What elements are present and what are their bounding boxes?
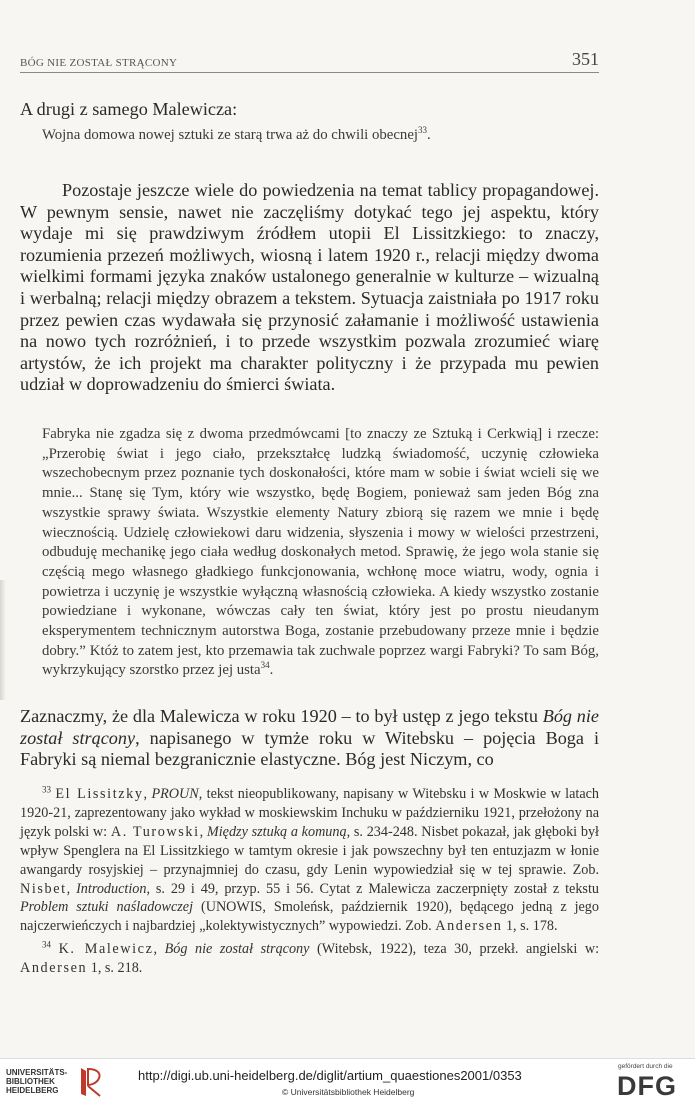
dfg-small-text: gefördert durch die	[618, 1063, 673, 1070]
ub-heidelberg-logo[interactable]	[6, 1066, 126, 1098]
footnote34-text-1: (Witebsk, 1922), teza 30, przekł. angielski w:	[309, 941, 600, 957]
footnote33-text-3: , s. 29 i 49, przyp. 55 i 56. Cytat z Malewicza zaczerpnięty został z tekstu	[146, 880, 599, 897]
document-url-link[interactable]: http://digi.ub.uni-heidelberg.de/diglit/artium_quaestiones2001/0353	[138, 1068, 522, 1083]
paragraph2-after: , napisanego w tymże roku w Witebsku – pojęcia Boga i Fabryki są niemal bezgranicznie elastyczne. Bóg jest Niczym, co	[20, 727, 599, 770]
running-header	[20, 50, 599, 73]
paragraph-2	[20, 706, 599, 771]
footnote33-author4: Andersen	[435, 918, 503, 935]
library-line-1: UNIVERSITÄTS-	[6, 1068, 68, 1077]
footnote33-text-5: 1, s. 178.	[502, 918, 558, 935]
footnote33-title: PROUN	[151, 786, 199, 802]
dfg-logo[interactable]	[615, 1063, 691, 1101]
footnote33-title2: Między sztuką a komuną	[206, 823, 347, 840]
footnote-ref-33[interactable]: 33	[418, 125, 427, 136]
quote-fabryka	[42, 425, 599, 681]
footnote33-number: 33	[42, 784, 51, 795]
quote2-tail: .	[269, 662, 274, 679]
footnote34-author: K. Malewicz	[58, 941, 154, 957]
quote2-text: Fabryka nie zgadza się z dwoma przedmówcami [to znaczy ze Sztuką i Cerkwią] i rzecze: „Przerobię świat i jego ciało, przekształcę ludzką świadomość, uczynię człowieka wszechobecnym przez poznanie tych doskonałości, które mam w sobie i świat wcieli się we mnie... Stanę się Tym, który wie wszystko, będę Bogiem, ponieważ sam jeden Bóg zna wszystkie sprawy świata. Wszystkie elementy Natury zbiorą się razem we mnie i będę wiecznością. Udzielę człowiekowi daru widzenia, słyszenia i mowy w wielości przestrzeni, odbuduję mechanikę jego ciała według doskonałych metod. Sprawię, że jego wola stanie się częścią mego własnego gładkiego funkcjonowania, wchłonę moce wiatru, wody, ognia i powietrza i uczynię je wszystkie wyłączną własnością człowieka. A kiedy wszystko zostanie powiedziane i wykonane, wówczas cały ten świat, który jest po prostu nieudanym eksperymentem technicznym autorstwa Boga, zostanie przebudowany przeze mnie i będzie dobry.” Któż to zatem jest, kto przemawia tak zuchwale poprzez wargi Fabryki? To sam Bóg, wykrzykujący szorstko przez jej usta	[42, 426, 599, 679]
quote1-text: Wojna domowa nowej sztuki ze starą trwa aż do chwili obecnej	[42, 127, 418, 143]
page-fold-shadow	[0, 580, 6, 700]
paragraph2-before: Zaznaczmy, że dla Malewicza w roku 1920 – to był ustęp z jego tekstu	[20, 706, 543, 726]
footnote-33: $^{33}$ El Lissitzky, PROUN, tekst nieopublikowany, napisany w Witebsku i w Moskwie w latach 1920-21, zaprezentowany jako wykład w moskiewskim Inchuku w październiku 1921, przełożony na język polski w: A. Turowski, Między sztuką a komuną, s. 234-248. Nisbet pokazał, jak głęboki był wpływ Spenglera na El Lissitzkiego w tamtym okresie i jak powszechny był ten entuzjazm w łonie awangardy rosyjskiej – przynajmniej do czasu, gdy Lenin wypowiedział się w tej sprawie. Zob. Nisbet, Introduction, s. 29 i 49, przyp. 55 i 56. Cytat z Malewicza zaczerpnięty został z tekstu Problem sztuki naśladowczej (UNOWIS, Smoleńsk, październik 1920), będącego jedną z jego najczerwieńczych i najbardziej „kolektywistycznych” wypowiedzi. Zob. Andersen 1, s. 178.	[20, 784, 600, 935]
ub-logo-icon	[76, 1066, 106, 1098]
footnote33-author2: A. Turowski	[110, 823, 200, 840]
footnote34-author2: Andersen	[20, 959, 88, 976]
footnote34-number: 34	[42, 939, 51, 950]
running-title: BÓG NIE ZOSTAŁ STRĄCONY	[20, 57, 178, 69]
viewer-footer	[0, 1058, 695, 1104]
footnote33-text-1: , tekst nieopublikowany, napisany w Witebsku i w Moskwie w latach 1920-21, zaprezentowany jako wykład w moskiewskim Inchuku w październiku 1921, przełożony na język polski w:	[20, 786, 600, 840]
footnote33-author: El Lissitzky	[55, 786, 144, 802]
paragraph2-title: Bóg nie został strącony	[20, 706, 599, 748]
copyright-text: © Universitätsbibliothek Heidelberg	[282, 1087, 415, 1097]
quote-malewicz-1	[42, 126, 599, 146]
page-number: 351	[572, 49, 599, 69]
dfg-wordmark: DFG	[617, 1071, 677, 1101]
footnote33-text-2: , s. 234-248. Nisbet pokazał, jak głęboki był wpływ Spenglera na El Lissitzkiego w tamtym okresie i jak powszechny był ten entuzjazm w łonie awangardy rosyjskiej – przynajmniej do czasu, gdy Lenin wypowiedział się w tej sprawie. Zob.	[20, 823, 599, 878]
footnote34-title: Bóg nie został strącony	[164, 941, 310, 957]
footnote33-text-4: (UNOWIS, Smoleńsk, październik 1920), będącego jedną z jego najczerwieńczych i najbardziej „kolektywistycznych” wypowiedzi. Zob.	[20, 899, 599, 935]
footnote-ref-34[interactable]: 34	[260, 660, 270, 671]
footnote34-text-2: 1, s. 218.	[87, 959, 143, 976]
intro-line: A drugi z samego Malewicza:	[20, 99, 238, 119]
footnote33-title4: Problem sztuki naśladowczej	[20, 899, 194, 916]
paragraph-1: Pozostaje jeszcze wiele do powiedzenia na temat tablicy propagandowej. W pewnym sensie, nawet nie zaczęliśmy dotykać tego jej aspektu, który wydaje mi się prawdziwym źródłem utopii El Lissitzkiego: to znaczy, rozumienia przezeń możliwych, wiosną i latem 1920 r., relacji między dwoma wielkimi formami języka znaków ustalonego generalnie w kulturze – wizualną i werbalną; relacji między obrazem a tekstem. Sytuacja zaistniała po 1917 roku przez pewien czas wydawała się przynosić załamanie i możliwość ustawienia na nowo tych rozróżnień, i to przede wszystkim pozwala zrozumieć wiarę artystów, że ich projekt ma charakter polityczny i że przypada mu pewien udział w doprowadzeniu do śmierci świata.	[20, 180, 599, 395]
library-line-3: HEIDELBERG	[6, 1086, 59, 1095]
quote1-tail: .	[427, 127, 431, 143]
library-line-2: BIBLIOTHEK	[6, 1077, 55, 1086]
footnote-34: $^{34}$ K. Malewicz, Bóg nie został strącony (Witebsk, 1922), teza 30, przekł. angielski w: Andersen 1, s. 218.	[20, 939, 600, 976]
footnote33-title3: Introduction	[76, 880, 147, 897]
footnote33-author3: Nisbet	[20, 880, 67, 897]
